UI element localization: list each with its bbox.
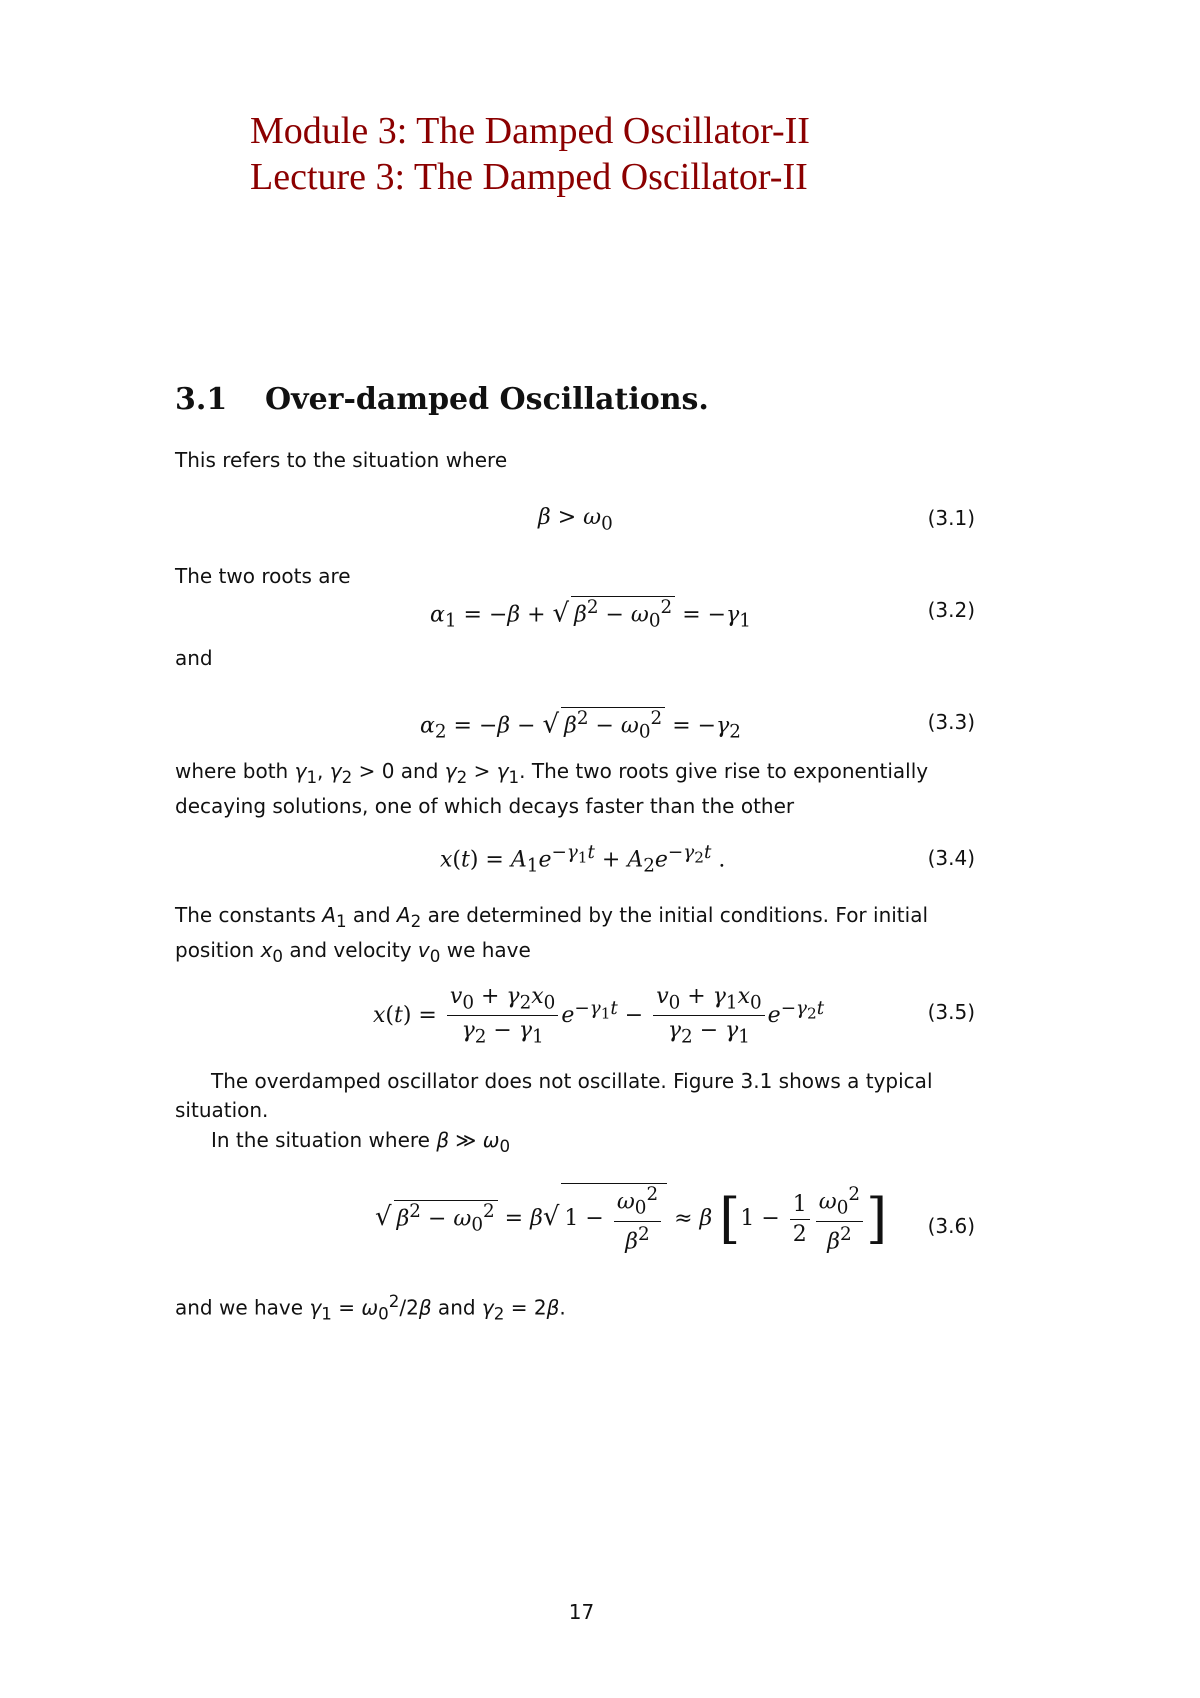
module-title: Module 3: The Damped Oscillator-II	[250, 110, 810, 152]
equation-3-1: $\beta > \omega_0$	[538, 505, 613, 535]
equation-number: (3.1)	[927, 506, 975, 530]
equation-number: (3.2)	[927, 598, 975, 622]
equation-3-6: √ $\beta^2 - \omega_0^2 = \beta√$ 1 − $\frac{\omega_0^2}{\beta^2}$ ≈ β [1 − $\frac{1}{2}$ $\frac{\omega_0^2}{\beta^2}$ ]	[375, 1184, 888, 1255]
paragraph-no-oscillation: The overdamped oscillator does not oscillate. Figure 3.1 shows a typical situation.	[175, 1069, 933, 1122]
equation-number: (3.6)	[927, 1214, 975, 1238]
page-number: 17	[568, 1600, 595, 1624]
equation-3-2: $\alpha_1 = -\beta$ + √ $\beta^2 - \omega_0^2 = -\gamma_1$	[430, 597, 751, 632]
equation-number: (3.3)	[927, 710, 975, 734]
equation-3-3: $\alpha_2 = -\beta$ − √ $\beta^2 - \omega_0^2 = -\gamma_2$	[420, 708, 741, 743]
paragraph-roots: The two roots are	[175, 564, 351, 588]
section-number: 3.1	[175, 382, 228, 417]
paragraph-intro: This refers to the situation where	[175, 448, 508, 472]
section-title: Over-damped Oscillations.	[265, 382, 709, 417]
equation-number: (3.4)	[927, 846, 975, 870]
paragraph-limit: In the situation where β ≫ $\omega_0$	[211, 1128, 511, 1156]
lecture-title: Lecture 3: The Damped Oscillator-II	[250, 156, 808, 198]
paragraph-constants: The constants $A_1$ and $A_2$ are determined by the initial conditions. For initial position $x_0$ and velocity $v_0$ we have	[175, 903, 929, 966]
paragraph-gammas: and we have $\gamma_1 = \omega_0^2/2\beta$ and $\gamma_2 = 2\beta$.	[175, 1292, 566, 1324]
section-heading	[175, 382, 709, 417]
paragraph-roots-decay: where both $\gamma_1$, $\gamma_2 > 0$ and $\gamma_2 > \gamma_1$. The two roots give rise to exponentially decaying solutions, one of which decays faster than the other	[175, 759, 929, 818]
equation-3-5: x(t) = $\frac{v_0 + \gamma_2x_0}{\gamma_2 - \gamma_1}$ $e^{-\gamma_1t}$ − $\frac{v_0 + \gamma_1x_0}{\gamma_2 - \gamma_1}$ $e^{-\gamma_2t}$	[373, 984, 825, 1048]
paragraph-and: and	[175, 646, 213, 670]
equation-3-4: $x(t) = A_1e^{-\gamma_1t} + A_2e^{-\gamma_2t}$ .	[440, 842, 726, 877]
equation-number: (3.5)	[927, 1000, 975, 1024]
